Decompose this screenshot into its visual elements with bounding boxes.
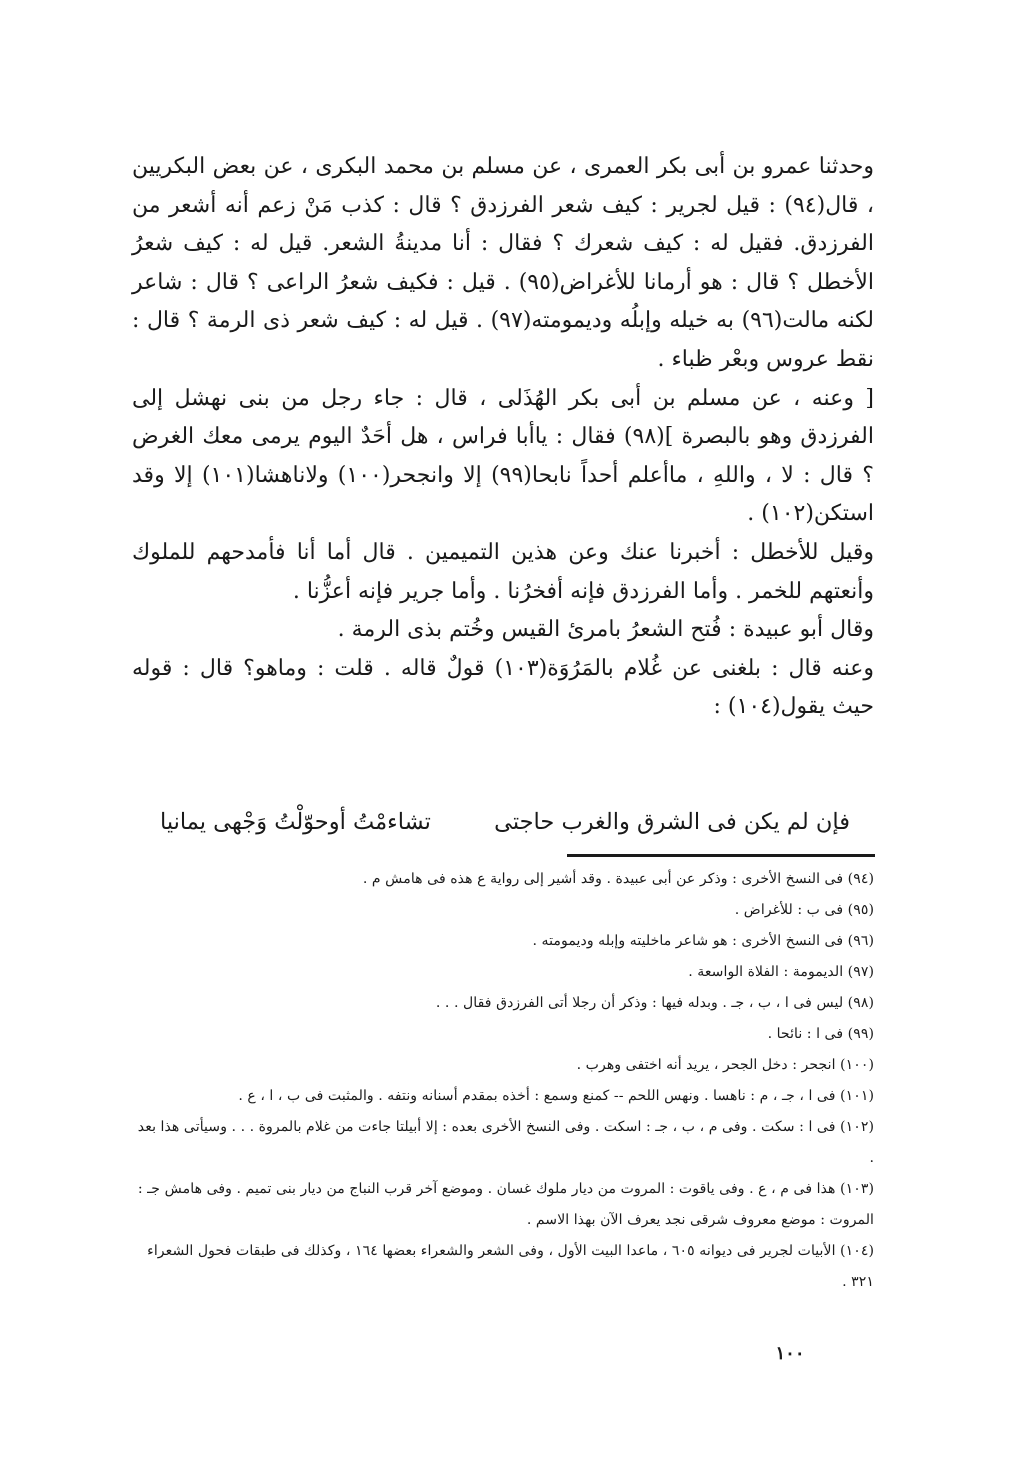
main-text: [132, 148, 874, 727]
poetry-verse: [160, 800, 850, 844]
paragraph-5: وعنه قال : بلغنى عن غُلام بالمَرُوَة(١٠٣) قولٌ قاله . قلت : وماهو؟ قال : قوله حيث يقول(١٠٤) :: [132, 655, 874, 720]
paragraph-2: [ وعنه ، عن مسلم بن أبى بكر الهُذَلى ، قال : جاء رجل من بنى نهشل إلى الفرزدق وهو بالبصرة ](٩٨) فقال : ياأبا فراس ، هل أحَدٌ اليوم يرمى معك الغرض ؟ قال : لا ، واللهِ ، ماأعلم أحداً نابحا(٩٩) إلا وانجحر(١٠٠) ولاناهشا(١٠١) إلا وقد استكن(١٠٢) .: [132, 385, 874, 527]
paragraph-4: وقال أبو عبيدة : فُتح الشعرُ بامرئ القيس وخُتم بذى الرمة .: [337, 617, 874, 643]
footnote-96: (٩٦) فى النسخ الأخرى : هو شاعر ماخليته وإبله وديمومته .: [532, 933, 874, 949]
footnote-102: (١٠٢) فى ا : سكت . وفى م ، ب ، جـ : اسكت . وفى النسخ الأخرى بعده : إلا أبيلتا جاءت من غلام بالمروة . . . وسيأتى هذا بعد .: [137, 1119, 874, 1166]
footnote-94: (٩٤) فى النسخ الأخرى : وذكر عن أبى عبيدة . وقد أشير إلى رواية ع هذه فى هامش م .: [362, 871, 874, 887]
footnote-95: (٩٥) فى ب : للأغراض .: [734, 902, 874, 918]
footnote-104: (١٠٤) الأبيات لجرير فى ديوانه ٦٠٥ ، ماعدا البيت الأول ، وفى الشعر والشعراء بعضها ١٦٤ ، وكذلك فى طبقات فحول الشعراء ٣٢١ .: [147, 1243, 874, 1290]
footnote-99: (٩٩) فى ا : نائحا .: [767, 1026, 874, 1042]
paragraph-3: وقيل للأخطل : أخبرنا عنك وعن هذين التميمين . قال أما أنا فأمدحهم للملوك وأنعتهم للخمر . وأما الفرزدق فإنه أفخرُنا . وأما جرير فإنه أعزُّنا .: [132, 539, 874, 604]
footnote-101: (١٠١) فى ا ، جـ ، م : ناهسا . ونهس اللحم -- كمنع وسمع : أخذه بمقدم أسنانه ونتفه . والمثبت فى ب ، ا ، ع .: [238, 1088, 874, 1104]
footnote-98: (٩٨) ليس فى ا ، ب ، جـ . وبدله فيها : وذكر أن رجلا أتى الفرزدق فقال . . .: [435, 995, 874, 1011]
footnote-separator: [567, 854, 875, 857]
paragraph-1: وحدثنا عمرو بن أبى بكر العمرى ، عن مسلم بن محمد البكرى ، عن بعض البكريين ، قال(٩٤) : قيل لجرير : كيف شعر الفرزدق ؟ قال : كذب مَنْ زعم أنه أشعر من الفرزدق. فقيل له : كيف شعرك ؟ فقال : أنا مدينةُ الشعر. قيل له : كيف شعرُ الأخطل ؟ قال : هو أرمانا للأغراض(٩٥) . قيل : فكيف شعرُ الراعى ؟ قال : شاعر لكنه مالت(٩٦) به خيله وإبلُه وديمومته(٩٧) . قيل له : كيف شعر ذى الرمة ؟ قال : نقط عروس وبعْر ظباء .: [132, 154, 874, 372]
verse-second-hemistich: تشاءمْتُ أوحوّلْتُ وَجْهى يمانيا: [160, 809, 431, 835]
footnotes: [132, 864, 874, 1298]
page-number: ١٠٠: [775, 1343, 805, 1364]
footnote-100: (١٠٠) انجحر : دخل الجحر ، يريد أنه اختفى وهرب .: [576, 1057, 874, 1073]
footnote-97: (٩٧) الديمومة : الفلاة الواسعة .: [688, 964, 874, 980]
footnote-103: (١٠٣) هذا فى م ، ع . وفى ياقوت : المروت من ديار ملوك غسان . وموضع آخر قرب النباج من ديار بنى تميم . وفى هامش جـ : المروت : موضع معروف شرقى نجد يعرف الآن بهذا الاسم .: [137, 1181, 874, 1228]
verse-first-hemistich: فإن لم يكن فى الشرق والغرب حاجتى: [494, 809, 850, 835]
